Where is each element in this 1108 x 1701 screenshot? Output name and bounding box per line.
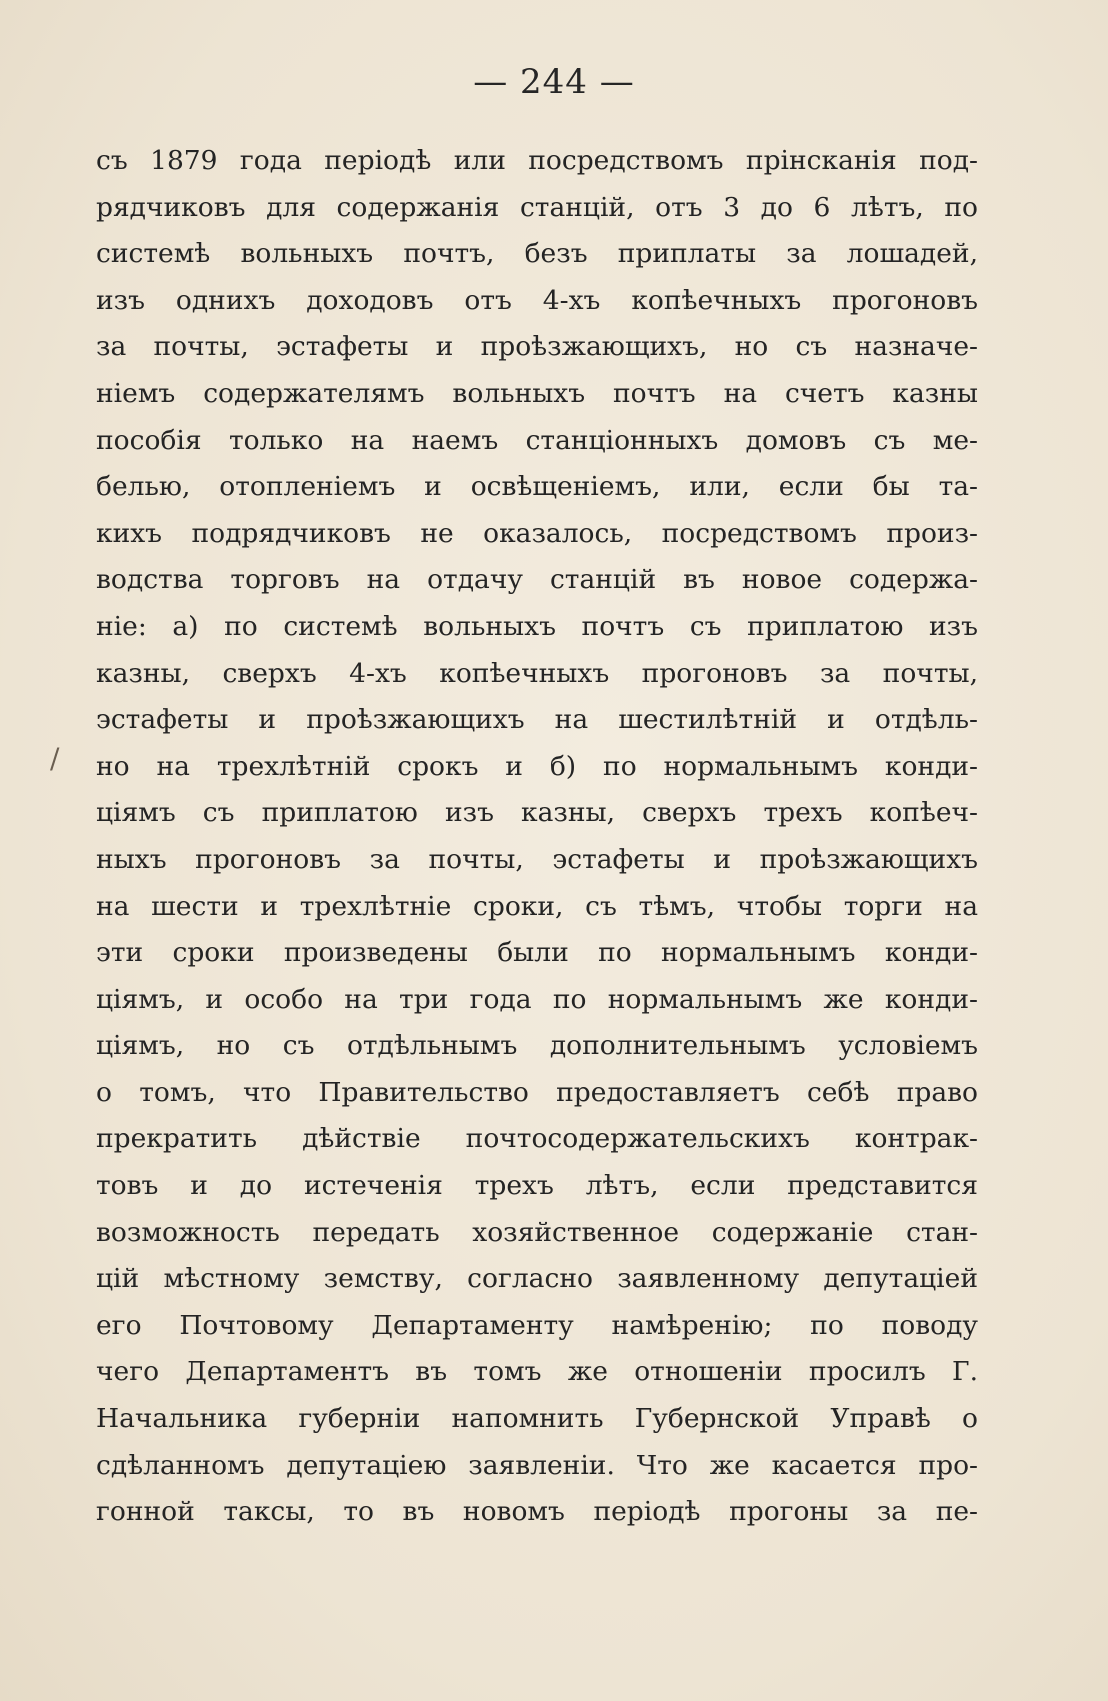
text-line: о томъ, что Правительство предоставляетъ себѣ право — [96, 1076, 978, 1108]
text-line: кихъ подрядчиковъ не оказалось, посредствомъ произ- — [96, 517, 978, 549]
text-line: прекратить дѣйствіе почтосодержательскихъ контрак- — [96, 1123, 978, 1155]
text-line: ныхъ прогоновъ за почты, эстафеты и проѣзжающихъ — [96, 843, 978, 875]
text-line: его Почтовому Департаменту намѣренію; по поводу — [96, 1309, 978, 1341]
margin-pencil-mark: / — [50, 742, 60, 775]
text-line: ніе: а) по системѣ вольныхъ почтъ съ приплатою изъ — [96, 610, 978, 642]
text-line: на шести и трехлѣтніе сроки, съ тѣмъ, чтобы торги на — [96, 890, 978, 922]
text-line: чего Департаментъ въ томъ же отношеніи просилъ Г. — [96, 1356, 978, 1388]
text-line: белью, отопленіемъ и освѣщеніемъ, или, если бы та- — [96, 471, 978, 503]
text-line: ніемъ содержателямъ вольныхъ почтъ на счетъ казны — [96, 377, 978, 409]
text-line: рядчиковъ для содержанія станцій, отъ 3 до 6 лѣтъ, по — [96, 191, 978, 223]
text-line: эти сроки произведены были по нормальнымъ конди- — [96, 937, 978, 969]
text-line: ціямъ, но съ отдѣльнымъ дополнительнымъ условіемъ — [96, 1030, 978, 1062]
text-line: пособія только на наемъ станціонныхъ домовъ съ ме- — [96, 424, 978, 456]
text-line: казны, сверхъ 4-хъ копѣечныхъ прогоновъ за почты, — [96, 657, 978, 689]
text-line: сдѣланномъ депутаціею заявленіи. Что же касается про- — [96, 1449, 978, 1481]
text-line: за почты, эстафеты и проѣзжающихъ, но съ назначе- — [96, 331, 978, 363]
text-line: ціямъ, и особо на три года по нормальнымъ же конди- — [96, 983, 978, 1015]
text-line: цій мѣстному земству, согласно заявленному депутаціей — [96, 1263, 978, 1295]
text-line: съ 1879 года періодѣ или посредствомъ прінсканія под- — [96, 145, 978, 176]
text-line: водства торговъ на отдачу станцій въ новое содержа- — [96, 564, 978, 596]
text-line: гонной таксы, то въ новомъ періодѣ прогоны за пе- — [96, 1496, 978, 1528]
text-line: но на трехлѣтній срокъ и б) по нормальнымъ конди- — [96, 750, 978, 782]
text-line: эстафеты и проѣзжающихъ на шестилѣтній и отдѣль- — [96, 704, 978, 736]
text-line: Начальника губерніи напомнить Губернской Управѣ о — [96, 1403, 978, 1435]
text-line: возможность передать хозяйственное содержаніе стан- — [96, 1216, 978, 1248]
text-line: изъ однихъ доходовъ отъ 4-хъ копѣечныхъ прогоновъ — [96, 284, 978, 316]
text-line: товъ и до истеченія трехъ лѣтъ, если представится — [96, 1170, 978, 1202]
body-text — [96, 138, 978, 1536]
text-line: ціямъ съ приплатою изъ казны, сверхъ трехъ копѣеч- — [96, 797, 978, 829]
text-line: системѣ вольныхъ почтъ, безъ приплаты за лошадей, — [96, 238, 978, 270]
page-number: — 244 — — [473, 62, 635, 102]
